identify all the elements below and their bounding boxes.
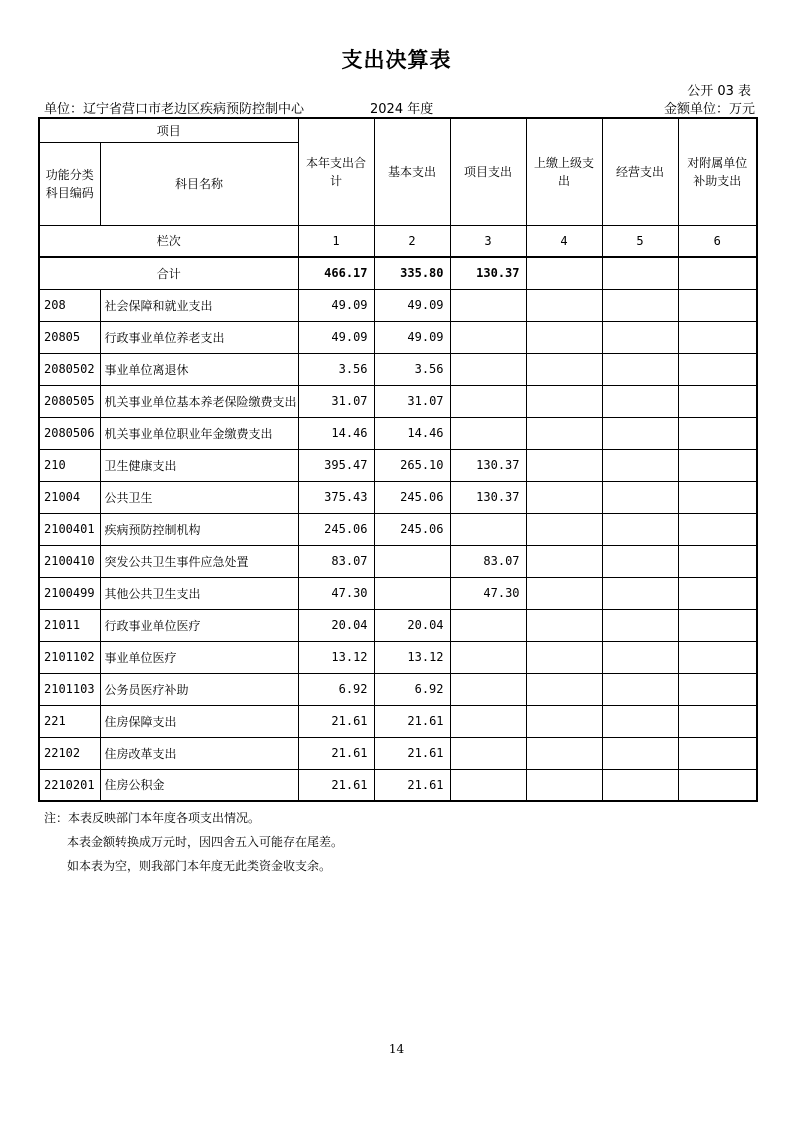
row-operating	[602, 417, 678, 449]
row-subsidy	[678, 353, 757, 385]
row-basic: 265.10	[374, 449, 450, 481]
table-row	[39, 449, 757, 481]
row-basic: 13.12	[374, 641, 450, 673]
note-line: 如本表为空，则我部门本年度无此类资金收支余。	[67, 859, 332, 873]
row-total: 49.09	[298, 321, 374, 353]
header-func-code: 功能分类科目编码	[39, 142, 100, 225]
row-upper	[526, 449, 602, 481]
row-project	[450, 769, 526, 801]
row-subject-name: 其他公共卫生支出	[100, 577, 298, 609]
row-code: 21011	[39, 609, 100, 641]
row-subsidy	[678, 769, 757, 801]
row-operating	[602, 609, 678, 641]
row-project: 130.37	[450, 481, 526, 513]
row-subject-name: 事业单位离退休	[100, 353, 298, 385]
row-subject-name: 住房保障支出	[100, 705, 298, 737]
row-code: 2080502	[39, 353, 100, 385]
row-subsidy	[678, 449, 757, 481]
header-subject-name: 科目名称	[100, 142, 298, 225]
row-total: 21.61	[298, 769, 374, 801]
row-basic: 49.09	[374, 289, 450, 321]
row-upper	[526, 289, 602, 321]
row-project	[450, 609, 526, 641]
total-row-operating	[602, 257, 678, 289]
table-row	[39, 641, 757, 673]
notes	[44, 806, 343, 878]
row-subject-name: 事业单位医疗	[100, 641, 298, 673]
header-total: 本年支出合计	[298, 118, 374, 225]
note-line: 注：本表反映部门本年度各项支出情况。	[44, 811, 261, 825]
row-code: 221	[39, 705, 100, 737]
table-row	[39, 385, 757, 417]
row-subsidy	[678, 417, 757, 449]
row-total: 20.04	[298, 609, 374, 641]
header-basic: 基本支出	[374, 118, 450, 225]
table-row	[39, 513, 757, 545]
row-subsidy	[678, 385, 757, 417]
row-total: 31.07	[298, 385, 374, 417]
header-project: 项目	[39, 118, 298, 142]
row-project	[450, 705, 526, 737]
money-unit: 金额单位：万元	[663, 102, 755, 117]
table-row	[39, 481, 757, 513]
column-number: 3	[450, 225, 526, 257]
row-project	[450, 385, 526, 417]
row-operating	[602, 513, 678, 545]
row-project	[450, 417, 526, 449]
row-subject-name: 机关事业单位基本养老保险缴费支出	[100, 385, 298, 417]
row-total: 21.61	[298, 705, 374, 737]
row-upper	[526, 353, 602, 385]
row-subject-name: 疾病预防控制机构	[100, 513, 298, 545]
row-basic: 245.06	[374, 481, 450, 513]
expenditure-table	[38, 117, 758, 802]
row-operating	[602, 353, 678, 385]
table-row	[39, 417, 757, 449]
row-subject-name: 突发公共卫生事件应急处置	[100, 545, 298, 577]
row-total: 245.06	[298, 513, 374, 545]
row-project	[450, 289, 526, 321]
row-basic: 245.06	[374, 513, 450, 545]
row-upper	[526, 321, 602, 353]
row-upper	[526, 481, 602, 513]
row-basic	[374, 545, 450, 577]
row-subsidy	[678, 641, 757, 673]
row-basic: 20.04	[374, 609, 450, 641]
row-upper	[526, 513, 602, 545]
row-code: 2100499	[39, 577, 100, 609]
row-operating	[602, 321, 678, 353]
page-number: 14	[388, 1042, 405, 1056]
table-row	[39, 545, 757, 577]
row-total: 375.43	[298, 481, 374, 513]
row-project	[450, 513, 526, 545]
table-row	[39, 769, 757, 801]
row-subsidy	[678, 705, 757, 737]
row-subsidy	[678, 481, 757, 513]
page-title: 支出决算表	[341, 48, 452, 72]
total-row-total: 466.17	[298, 257, 374, 289]
row-subsidy	[678, 513, 757, 545]
row-operating	[602, 289, 678, 321]
row-total: 13.12	[298, 641, 374, 673]
row-subsidy	[678, 737, 757, 769]
row-operating	[602, 737, 678, 769]
row-code: 2101103	[39, 673, 100, 705]
total-row-label: 合计	[39, 257, 298, 289]
row-basic: 3.56	[374, 353, 450, 385]
row-total: 21.61	[298, 737, 374, 769]
column-number: 5	[602, 225, 678, 257]
row-code: 210	[39, 449, 100, 481]
note-line: 本表金额转换成万元时，因四舍五入可能存在尾差。	[67, 835, 344, 849]
row-basic: 49.09	[374, 321, 450, 353]
row-basic: 31.07	[374, 385, 450, 417]
row-code: 2100401	[39, 513, 100, 545]
row-total: 49.09	[298, 289, 374, 321]
row-operating	[602, 577, 678, 609]
row-subsidy	[678, 545, 757, 577]
row-operating	[602, 769, 678, 801]
table-row	[39, 289, 757, 321]
row-code: 2080506	[39, 417, 100, 449]
row-subject-name: 行政事业单位医疗	[100, 609, 298, 641]
row-subsidy	[678, 289, 757, 321]
total-row-subsidy	[678, 257, 757, 289]
row-code: 2210201	[39, 769, 100, 801]
row-upper	[526, 673, 602, 705]
row-operating	[602, 641, 678, 673]
column-number-label: 栏次	[39, 225, 298, 257]
fiscal-year: 2024 年度	[370, 102, 434, 117]
total-row-upper	[526, 257, 602, 289]
table-row	[39, 353, 757, 385]
row-subsidy	[678, 673, 757, 705]
row-basic: 14.46	[374, 417, 450, 449]
row-project	[450, 737, 526, 769]
table-row	[39, 737, 757, 769]
table-row	[39, 609, 757, 641]
table-row	[39, 673, 757, 705]
row-upper	[526, 769, 602, 801]
row-project	[450, 321, 526, 353]
row-upper	[526, 641, 602, 673]
unit-name: 单位：辽宁省营口市老边区疾病预防控制中心	[44, 102, 305, 117]
row-code: 2101102	[39, 641, 100, 673]
table-meta	[44, 98, 755, 116]
row-basic: 21.61	[374, 705, 450, 737]
row-project: 83.07	[450, 545, 526, 577]
row-project	[450, 641, 526, 673]
row-code: 208	[39, 289, 100, 321]
row-basic	[374, 577, 450, 609]
row-code: 21004	[39, 481, 100, 513]
row-subject-name: 住房改革支出	[100, 737, 298, 769]
row-basic: 21.61	[374, 737, 450, 769]
row-upper	[526, 417, 602, 449]
row-code: 2100410	[39, 545, 100, 577]
row-operating	[602, 449, 678, 481]
header-subsidy: 对附属单位补助支出	[678, 118, 757, 225]
total-row-basic: 335.80	[374, 257, 450, 289]
column-number: 4	[526, 225, 602, 257]
header-operating: 经营支出	[602, 118, 678, 225]
row-subject-name: 公共卫生	[100, 481, 298, 513]
row-upper	[526, 609, 602, 641]
row-subject-name: 公务员医疗补助	[100, 673, 298, 705]
header-project-expense: 项目支出	[450, 118, 526, 225]
row-upper	[526, 545, 602, 577]
column-number: 1	[298, 225, 374, 257]
header-upper: 上缴上级支出	[526, 118, 602, 225]
row-subject-name: 机关事业单位职业年金缴费支出	[100, 417, 298, 449]
row-code: 2080505	[39, 385, 100, 417]
table-row	[39, 577, 757, 609]
row-basic: 21.61	[374, 769, 450, 801]
row-upper	[526, 737, 602, 769]
form-number: 公开 03 表	[687, 84, 751, 99]
row-subject-name: 行政事业单位养老支出	[100, 321, 298, 353]
row-subsidy	[678, 321, 757, 353]
row-project: 47.30	[450, 577, 526, 609]
row-upper	[526, 705, 602, 737]
row-subject-name: 住房公积金	[100, 769, 298, 801]
row-operating	[602, 705, 678, 737]
row-operating	[602, 481, 678, 513]
row-operating	[602, 385, 678, 417]
column-number: 6	[678, 225, 757, 257]
row-upper	[526, 577, 602, 609]
row-subject-name: 社会保障和就业支出	[100, 289, 298, 321]
row-operating	[602, 673, 678, 705]
row-subsidy	[678, 577, 757, 609]
column-number: 2	[374, 225, 450, 257]
row-code: 20805	[39, 321, 100, 353]
row-code: 22102	[39, 737, 100, 769]
row-basic: 6.92	[374, 673, 450, 705]
row-subject-name: 卫生健康支出	[100, 449, 298, 481]
row-upper	[526, 385, 602, 417]
row-total: 6.92	[298, 673, 374, 705]
table-row	[39, 321, 757, 353]
row-project	[450, 353, 526, 385]
row-operating	[602, 545, 678, 577]
row-total: 83.07	[298, 545, 374, 577]
row-project: 130.37	[450, 449, 526, 481]
row-total: 3.56	[298, 353, 374, 385]
row-project	[450, 673, 526, 705]
row-total: 47.30	[298, 577, 374, 609]
row-total: 395.47	[298, 449, 374, 481]
row-subsidy	[678, 609, 757, 641]
total-row-project: 130.37	[450, 257, 526, 289]
table-row	[39, 705, 757, 737]
row-total: 14.46	[298, 417, 374, 449]
